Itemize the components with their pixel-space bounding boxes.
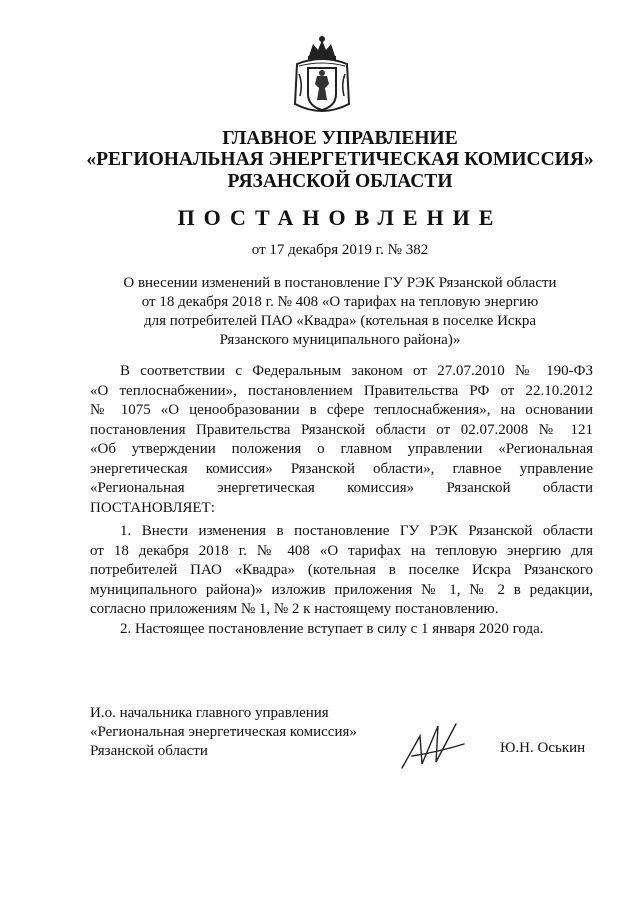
item-line: 2. Настоящее постановление вступает в силу с 1 января 2020 года.	[120, 620, 544, 637]
item-line: согласно приложениям № 1, № 2 к настоящему постановлению.	[90, 601, 499, 617]
preamble-line: энергетическая комиссия» Рязанской области», главное управление	[90, 460, 593, 477]
preamble-line: № 1075 «О ценообразовании в сфере теплоснабжения», на основании	[90, 402, 593, 418]
subject-line: О внесении изменений в постановление ГУ РЭК Рязанской области	[123, 275, 557, 291]
preamble-line: «Региональная энергетическая комиссия» Рязанской области	[90, 480, 593, 496]
handwritten-signature	[398, 716, 478, 776]
subject-line: от 18 декабря 2018 г. № 408 «О тарифах на тепловую энергию	[141, 294, 539, 310]
preamble-line: ПОСТАНОВЛЯЕТ:	[90, 499, 215, 516]
document-type: ПОСТАНОВЛЕНИЕ	[177, 205, 503, 230]
position-line: Рязанской области	[90, 743, 208, 759]
signatory-position	[90, 704, 357, 761]
coat-of-arms-icon	[291, 34, 353, 120]
org-name-line3: РЯЗАНСКОЙ ОБЛАСТИ	[227, 171, 453, 192]
preamble-line: «О теплоснабжении», постановлением Правительства РФ от 22.10.2012	[90, 382, 593, 399]
subject-line: для потребителей ПАО «Квадра» (котельная в поселке Искра	[143, 313, 537, 329]
date-number: от 17 декабря 2019 г. № 382	[251, 242, 429, 258]
subject-line: Рязанского муниципального района)»	[219, 332, 461, 348]
position-line: И.о. начальника главного управления	[90, 705, 329, 721]
item-line: муниципального района)» изложив приложения № 1, № 2 в редакции,	[90, 581, 593, 598]
position-line: «Региональная энергетическая комиссия»	[90, 724, 357, 740]
org-name-line1: ГЛАВНОЕ УПРАВЛЕНИЕ	[222, 128, 458, 149]
decision-items	[90, 522, 593, 639]
preamble-paragraph	[90, 362, 593, 518]
document-subject	[40, 274, 640, 350]
preamble-line: «Об утверждении положения о главном управлении «Региональная	[90, 441, 593, 457]
item-line: потребителей ПАО «Квадра» (котельная в поселке Искра Рязанского	[90, 562, 593, 578]
item-line: 1. Внести изменения в постановление ГУ РЭК Рязанской области	[120, 523, 593, 539]
preamble-line: постановления Правительства Рязанской области от 02.07.2008 № 121	[90, 421, 593, 438]
signatory-name: Ю.Н. Оськин	[500, 740, 586, 756]
org-name-line2: «РЕГИОНАЛЬНАЯ ЭНЕРГЕТИЧЕСКАЯ КОМИССИЯ»	[86, 149, 594, 170]
item-line: от 18 декабря 2018 г. № 408 «О тарифах на тепловую энергию для	[90, 542, 593, 559]
preamble-line: В соответствии с Федеральным законом от 27.07.2010 № 190-ФЗ	[120, 363, 593, 379]
